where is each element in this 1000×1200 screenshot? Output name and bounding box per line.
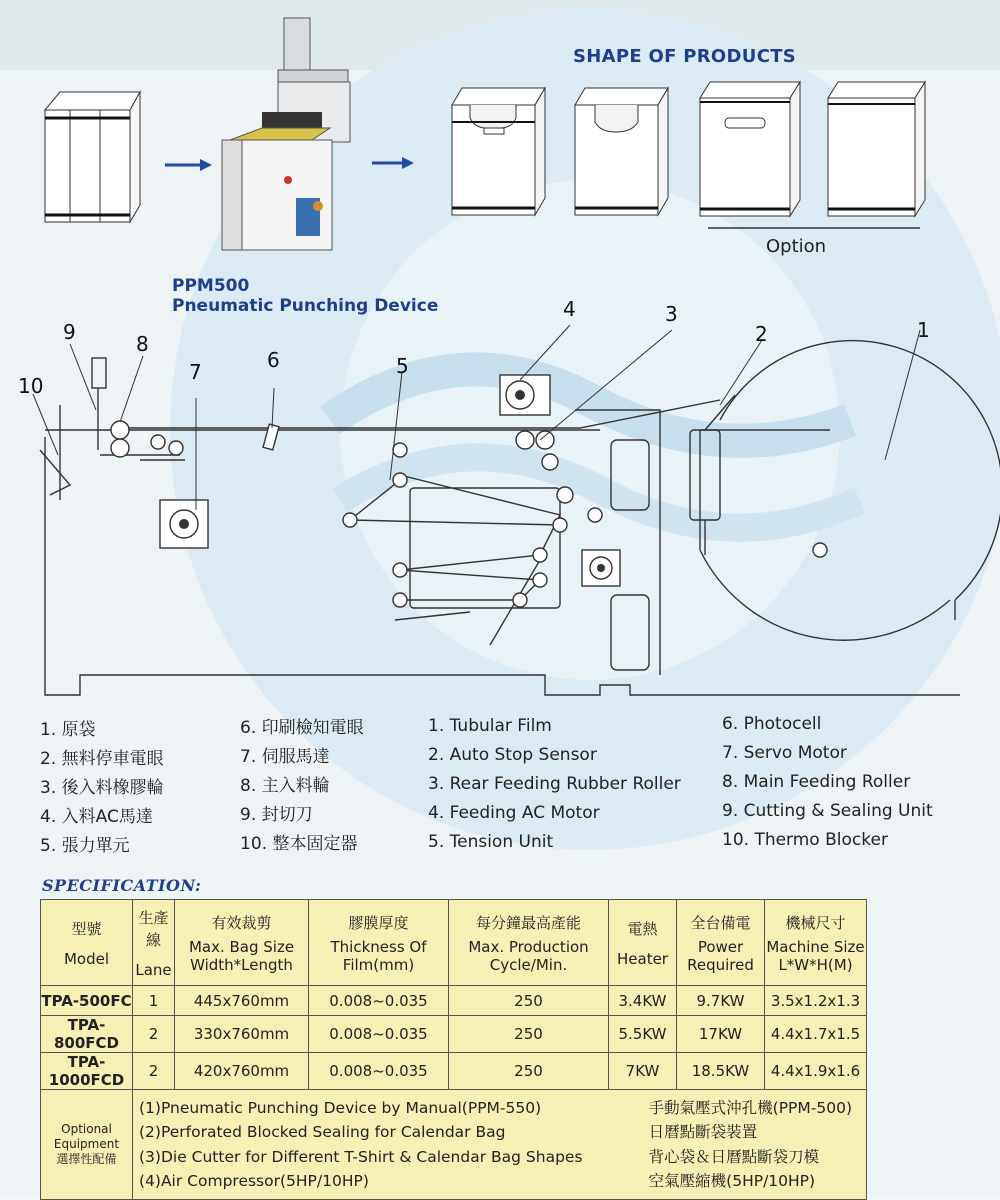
- part-zh-6: 6. 印刷檢知電眼: [240, 718, 364, 738]
- part-zh-1: 1. 原袋: [40, 720, 96, 740]
- specification-table: [40, 899, 867, 1200]
- optional-item-en-4: (4)Air Compressor(5HP/10HP): [139, 1172, 369, 1190]
- callout-7: 7: [189, 360, 202, 384]
- part-zh-7: 7. 伺服馬達: [240, 747, 330, 767]
- part-en-8: 8. Main Feeding Roller: [722, 772, 911, 792]
- optional-equipment-row: [41, 1090, 867, 1200]
- specification-title: SPECIFICATION:: [42, 876, 202, 895]
- product-shape-tshirt-bag: [452, 88, 545, 215]
- part-zh-10: 10. 整本固定器: [240, 834, 358, 854]
- header-production: 每分鐘最高產能 Max. Production Cycle/Min.: [449, 900, 609, 986]
- parts-legend-zh-col2: [240, 714, 364, 859]
- part-zh-2: 2. 無料停車電眼: [40, 749, 164, 769]
- part-zh-5: 5. 張力單元: [40, 836, 130, 856]
- part-zh-3: 3. 後入料橡膠輪: [40, 778, 164, 798]
- part-zh-4: 4. 入料AC馬達: [40, 807, 153, 827]
- optional-item-en-1: (1)Pneumatic Punching Device by Manual(PPM-550): [139, 1098, 542, 1117]
- table-row: TPA-1000FCD 2 420x760mm 0.008~0.035 250 7KW 18.5KW 4.4x1.9x1.6: [41, 1053, 867, 1090]
- option-label: Option: [766, 236, 827, 257]
- punching-machine-photo: [222, 18, 350, 250]
- header-bag-size: 有效裁剪 Max. Bag Size Width*Length: [175, 900, 309, 986]
- shape-of-products-title: SHAPE OF PRODUCTS: [573, 46, 797, 67]
- callout-10: 10: [18, 374, 44, 398]
- ac-motor-icon: [500, 375, 550, 415]
- header-thickness: 膠膜厚度 Thickness Of Film(mm): [309, 900, 449, 986]
- header-lane: 生產線 Lane: [133, 900, 175, 986]
- machine-schematic: [0, 300, 1000, 710]
- table-row: TPA-800FCD 2 330x760mm 0.008~0.035 250 5.5KW 17KW 4.4x1.7x1.5: [41, 1016, 867, 1053]
- optional-items-zh: [649, 1096, 852, 1194]
- raw-bag-stack: [45, 92, 140, 222]
- optional-item-en-2: (2)Perforated Blocked Sealing for Calendar Bag: [139, 1123, 506, 1141]
- part-zh-9: 9. 封切刀: [240, 805, 313, 825]
- part-en-4: 4. Feeding AC Motor: [428, 803, 600, 823]
- optional-item-zh-4: 空氣壓縮機(5HP/10HP): [648, 1172, 816, 1190]
- optional-item-zh-1: 手動氣壓式沖孔機(PPM-500): [648, 1098, 852, 1117]
- callout-1: 1: [917, 318, 930, 342]
- optional-item-zh-2: 日曆點斷袋裝置: [648, 1123, 758, 1141]
- optional-items-en: [139, 1096, 583, 1194]
- arrow-icon: [372, 157, 414, 169]
- header-model: 型號 Model: [41, 900, 133, 986]
- header-heater: 電熱 Heater: [609, 900, 677, 986]
- device-name: Pneumatic Punching Device: [172, 296, 439, 316]
- parts-legend-en-col2: [722, 710, 933, 855]
- part-en-2: 2. Auto Stop Sensor: [428, 745, 597, 765]
- callout-6: 6: [267, 348, 280, 372]
- callout-5: 5: [396, 354, 409, 378]
- optional-item-zh-3: 背心袋＆日曆點斷袋刀模: [648, 1147, 820, 1166]
- part-zh-8: 8. 主入料輪: [240, 776, 330, 796]
- servo-motor-icon: [160, 500, 208, 548]
- parts-legend-en-col1: [428, 712, 681, 857]
- part-en-3: 3. Rear Feeding Rubber Roller: [428, 774, 681, 794]
- gear-motor-icon: [582, 550, 620, 586]
- part-en-5: 5. Tension Unit: [428, 832, 554, 852]
- optional-item-en-3: (3)Die Cutter for Different T-Shirt & Calendar Bag Shapes: [139, 1147, 583, 1166]
- device-model: PPM500: [172, 276, 250, 296]
- header-power: 全台備電 Power Required: [677, 900, 765, 986]
- product-shape-punched-bag: [700, 82, 800, 216]
- part-en-7: 7. Servo Motor: [722, 743, 847, 763]
- part-en-9: 9. Cutting & Sealing Unit: [722, 801, 933, 821]
- part-en-6: 6. Photocell: [722, 714, 822, 734]
- callout-3: 3: [665, 302, 678, 326]
- callout-9: 9: [63, 320, 76, 344]
- callout-8: 8: [136, 332, 149, 356]
- callout-4: 4: [563, 297, 576, 321]
- header-machine-size: 機械尺寸 Machine Size L*W*H(M): [765, 900, 867, 986]
- table-row: TPA-500FC 1 445x760mm 0.008~0.035 250 3.4KW 9.7KW 3.5x1.2x1.3: [41, 986, 867, 1016]
- spec-header-row: [41, 900, 867, 986]
- product-shape-vest-bag: [575, 88, 668, 215]
- parts-legend-zh-col1: [40, 716, 164, 861]
- optional-items: [133, 1090, 867, 1200]
- arrow-icon: [165, 159, 212, 171]
- optional-label: Optional Equipment 選擇性配備: [41, 1090, 133, 1200]
- product-illustrations: [0, 0, 1000, 320]
- part-en-10: 10. Thermo Blocker: [722, 830, 888, 850]
- part-en-1: 1. Tubular Film: [428, 716, 552, 736]
- callout-2: 2: [755, 322, 768, 346]
- product-shape-calendar-bag: [828, 82, 925, 216]
